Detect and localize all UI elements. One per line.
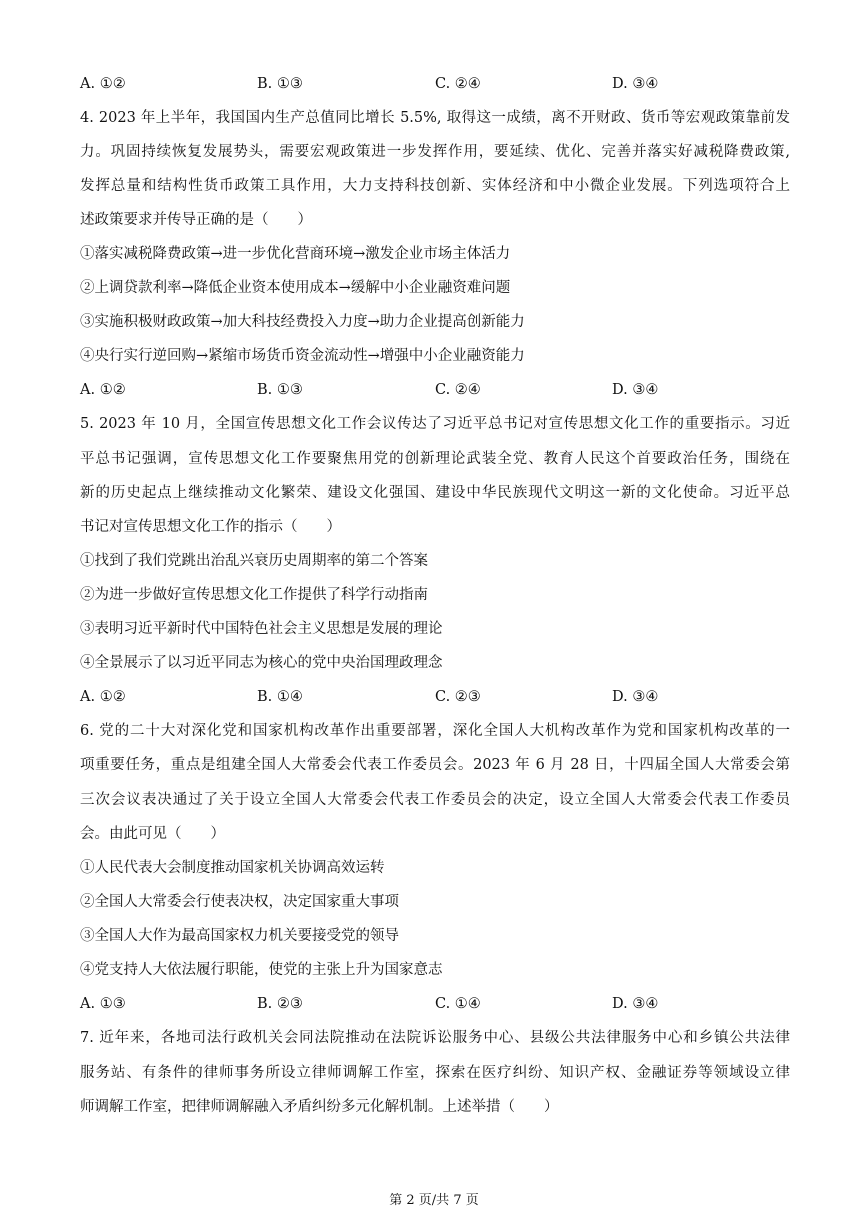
q5-option-c[interactable]: C. ②③: [435, 689, 481, 705]
q7-stem-line: 7. 近年来，各地司法行政机关会同法院推动在法院诉讼服务中心、县级公共法律服务中心和乡镇公共法律: [80, 1030, 790, 1046]
q4-item: ②上调贷款利率→降低企业资本使用成本→缓解中小企业融资难问题: [80, 280, 511, 296]
q5-option-b[interactable]: B. ①④: [257, 689, 303, 705]
q6-options: [80, 994, 790, 1014]
q5-option-d[interactable]: D. ③④: [612, 689, 659, 705]
q6-stem-line: 6. 党的二十大对深化党和国家机构改革作出重要部署，深化全国人大机构改革作为党和国家机构改革的一: [80, 723, 790, 739]
q6-item: ②全国人大常委会行使表决权，决定国家重大事项: [80, 894, 399, 910]
q5-item: ①找到了我们党跳出治乱兴衰历史周期率的第二个答案: [80, 553, 428, 569]
q4-item: ④央行实行逆回购→紧缩市场货币资金流动性→增强中小企业融资能力: [80, 348, 525, 364]
q6-item: ①人民代表大会制度推动国家机关协调高效运转: [80, 860, 385, 876]
q3-option-a[interactable]: A. ①②: [80, 76, 126, 92]
page-number: 第 2 页/共 7 页: [389, 1193, 479, 1208]
q7-stem-line: 师调解工作室，把律师调解融入矛盾纠纷多元化解机制。上述举措（ ）: [80, 1099, 559, 1115]
q5-item: ④全景展示了以习近平同志为核心的党中央治国理政理念: [80, 655, 443, 671]
q6-option-c[interactable]: C. ①④: [435, 996, 481, 1012]
q4-options: [80, 380, 790, 400]
q3-options: [80, 74, 790, 94]
q4-item: ①落实减税降费政策→进一步优化营商环境→激发企业市场主体活力: [80, 246, 511, 262]
q5-stem-line: 书记对宣传思想文化工作的指示（ ）: [80, 519, 341, 535]
q5-option-a[interactable]: A. ①②: [80, 689, 126, 705]
q4-stem-line: 发挥总量和结构性货币政策工具作用，大力支持科技创新、实体经济和中小微企业发展。下列选项符合上: [80, 178, 790, 194]
q4-option-b[interactable]: B. ①③: [257, 382, 303, 398]
q5-stem-line: 平总书记强调，宣传思想文化工作要聚焦用党的创新理论武装全党、教育人民这个首要政治任务，围绕在: [80, 451, 790, 467]
q3-option-b[interactable]: B. ①③: [257, 76, 303, 92]
q4-stem-line: 述政策要求并传导正确的是（ ）: [80, 212, 312, 228]
q6-item: ③全国人大作为最高国家权力机关要接受党的领导: [80, 928, 399, 944]
q6-option-d[interactable]: D. ③④: [612, 996, 659, 1012]
q5-item: ②为进一步做好宣传思想文化工作提供了科学行动指南: [80, 587, 428, 603]
q5-stem-line: 5. 2023 年 10 月，全国宣传思想文化工作会议传达了习近平总书记对宣传思想文化工作的重要指示。习近: [80, 416, 790, 432]
q6-item: ④党支持人大依法履行职能，使党的主张上升为国家意志: [80, 962, 443, 978]
q6-option-a[interactable]: A. ①③: [80, 996, 126, 1012]
q4-stem-line: 力。巩固持续恢复发展势头，需要宏观政策进一步发挥作用，要延续、优化、完善并落实好减税降费政策,: [80, 144, 790, 160]
q5-options: [80, 687, 790, 707]
q5-item: ③表明习近平新时代中国特色社会主义思想是发展的理论: [80, 621, 443, 637]
q4-option-a[interactable]: A. ①②: [80, 382, 126, 398]
q7-stem-line: 服务站、有条件的律师事务所设立律师调解工作室，探索在医疗纠纷、知识产权、金融证券等领域设立律: [80, 1065, 790, 1081]
q5-stem-line: 新的历史起点上继续推动文化繁荣、建设文化强国、建设中华民族现代文明这一新的文化使命。习近平总: [80, 485, 790, 501]
q6-option-b[interactable]: B. ②③: [257, 996, 303, 1012]
q4-option-c[interactable]: C. ②④: [435, 382, 481, 398]
q4-stem-line: 4. 2023 年上半年，我国国内生产总值同比增长 5.5%, 取得这一成绩，离不开财政、货币等宏观政策靠前发: [80, 110, 790, 126]
q3-option-c[interactable]: C. ②④: [435, 76, 481, 92]
q6-stem-line: 三次会议表决通过了关于设立全国人大常委会代表工作委员会的决定，设立全国人大常委会代表工作委员: [80, 792, 790, 808]
q4-item: ③实施积极财政政策→加大科技经费投入力度→助力企业提高创新能力: [80, 314, 525, 330]
q4-option-d[interactable]: D. ③④: [612, 382, 659, 398]
q6-stem-line: 会。由此可见（ ）: [80, 826, 225, 842]
q3-option-d[interactable]: D. ③④: [612, 76, 659, 92]
q6-stem-line: 项重要任务，重点是组建全国人大常委会代表工作委员会。2023 年 6 月 28 日，十四届全国人大常委会第: [80, 757, 790, 773]
